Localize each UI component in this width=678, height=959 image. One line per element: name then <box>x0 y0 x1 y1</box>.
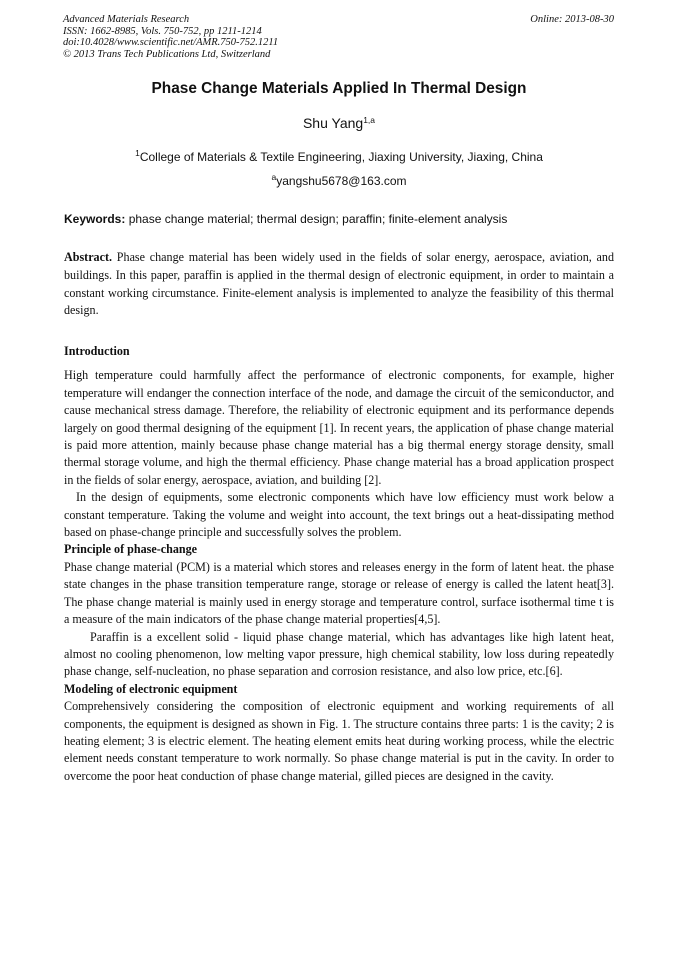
abstract-text: Phase change material has been widely used in the fields of solar energy, aerospace, aviation, and buildings. In this paper, paraffin is applied in the thermal design of electronic equipment, in order to maintain a constant working circumstance. Finite-element analysis is implemented to analyze the feasibility of this thermal design. <box>64 250 614 318</box>
journal-name: Advanced Materials Research <box>63 14 190 25</box>
doi-line: doi:10.4028/www.scientific.net/AMR.750-752.1211 <box>63 37 279 49</box>
section-heading-principle: Principle of phase-change <box>64 542 198 557</box>
keywords <box>64 212 624 226</box>
paragraph: Comprehensively considering the composition of electronic equipment and working requirements of all components, the equipment is designed as shown in Fig. 1. The structure contains three parts: 1 is the cavity; 2 is heating element; 3 is electric element. The heating element emits heat during working process, while the electric element needs constant temperature to work normally. So phase change material is put in the cavity. In order to overcome the poor heat conduction of phase change material, gilled pieces are designed in the cavity. <box>64 699 614 783</box>
abstract-label: Abstract. <box>64 250 113 264</box>
paragraph: High temperature could harmfully affect the performance of electronic components, for example, higher temperature will endanger the connection interface of the node, and damage the circuit of the semiconductor, and cause mechanical stress damage. Therefore, the reliability of electronic equipment and its performance depends largely on good thermal designing of the equipment [1]. In recent years, the application of phase change material is paid more attention, mainly because phase change material has a big thermal energy storage density, small thermal storage volume, and high the thermal efficiency. Phase change material has a broad application prospect in the fields of solar energy, aerospace, aviation, and building [2]. <box>64 368 614 487</box>
copyright-line: © 2013 Trans Tech Publications Ltd, Switzerland <box>63 48 271 60</box>
email: yangshu5678@163.com <box>276 174 407 188</box>
paragraph: Phase change material (PCM) is a material which stores and releases energy in the form of latent heat. the phase state changes in the phase transition temperature range, storage or release of energy is called the latent heat[3]. The phase change material is mainly used in energy storage and temperature control, surface isothermal time t is a measure of the main indicators of the phase change material properties[4,5]. <box>64 559 614 627</box>
affiliation: College of Materials & Textile Engineering, Jiaxing University, Jiaxing, China <box>139 150 543 164</box>
section-introduction <box>64 343 614 785</box>
online-date: Online: 2013-08-30 <box>530 14 614 25</box>
journal-header <box>63 14 278 60</box>
email-sup: a <box>271 172 277 182</box>
author-line <box>0 115 678 131</box>
keywords-label: Keywords: <box>64 212 126 226</box>
email-line <box>0 174 678 188</box>
section-heading-modeling: Modeling of electronic equipment <box>64 681 238 696</box>
keywords-text: phase change material; thermal design; paraffin; finite-element analysis <box>125 212 508 226</box>
abstract <box>64 249 614 320</box>
affiliation-line <box>0 150 678 164</box>
affiliation-sup: 1 <box>135 148 140 158</box>
author-sup: 1,a <box>363 115 376 125</box>
author-name: Shu Yang <box>302 115 364 131</box>
issn-line: ISSN: 1662-8985, Vols. 750-752, pp 1211-1214 <box>63 25 262 37</box>
section-heading-introduction: Introduction <box>64 344 130 358</box>
paragraph: In the design of equipments, some electronic components which have low efficiency must work below a constant temperature. Taking the volume and weight into account, the text brings out a heat-dissipating method based on phase-change principle and successfully solves the problem. <box>64 490 614 540</box>
paper-title: Phase Change Materials Applied In Thermal Design <box>151 80 527 97</box>
paragraph: Paraffin is a excellent solid - liquid phase change material, which has advantages like high latent heat, almost no cooling phenomenon, low melting vapor pressure, high chemical stability, low loss during repeatedly phase change, self-nucleation, no phase separation and corrosion resistance, and also low price, etc.[6]. <box>64 629 614 679</box>
